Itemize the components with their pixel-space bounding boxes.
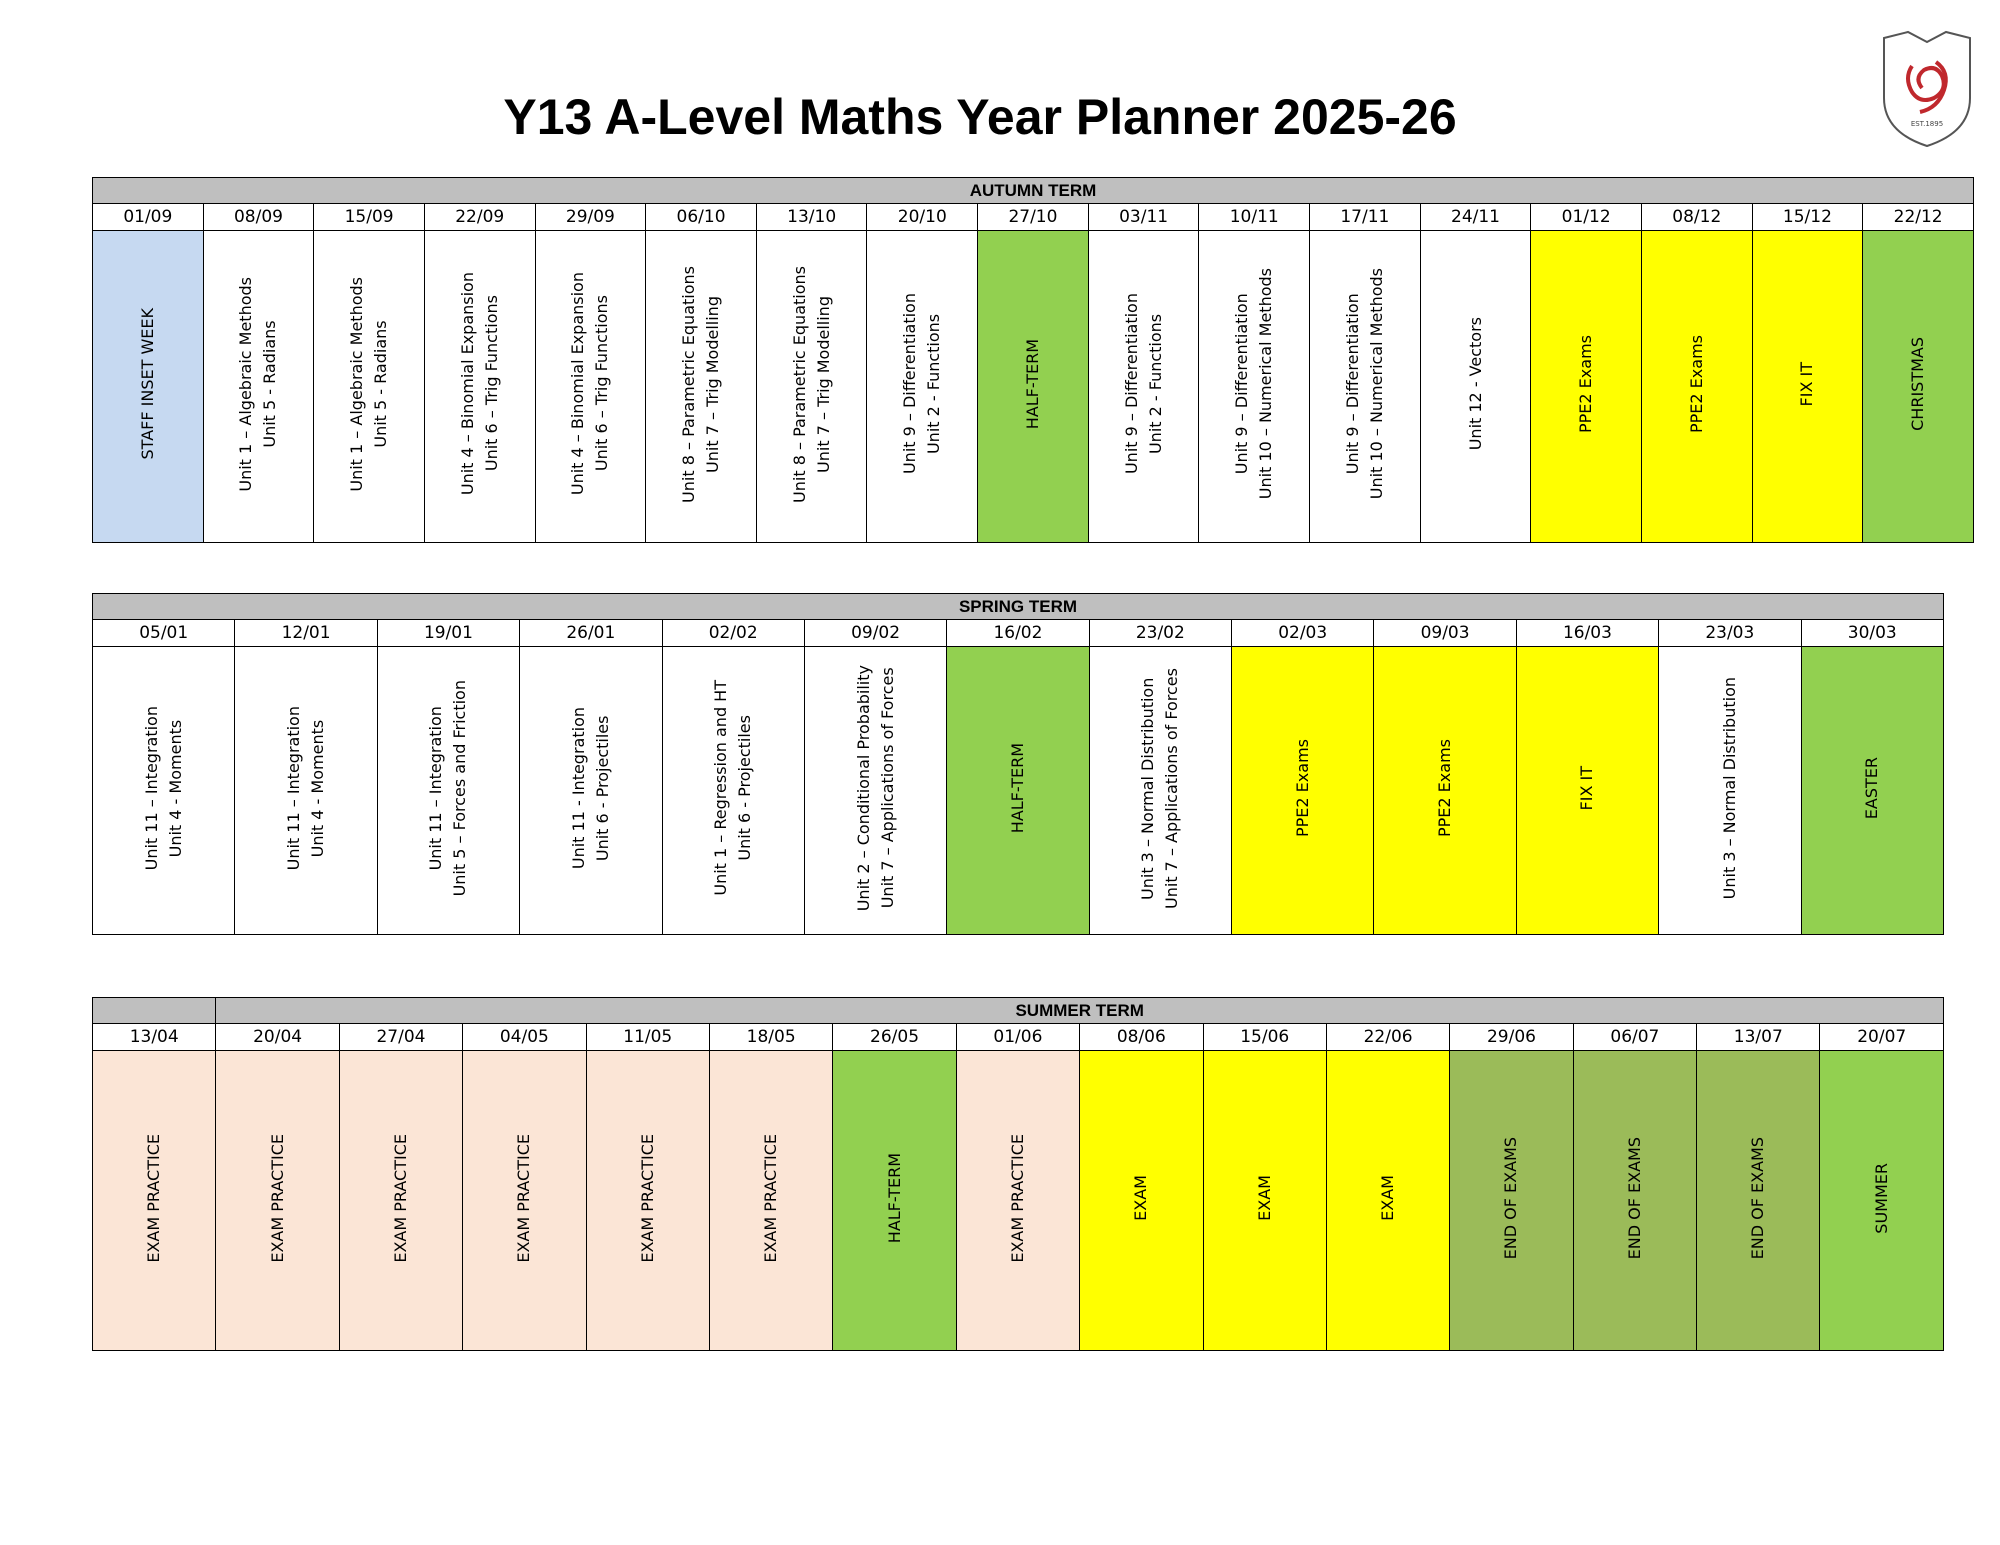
week-date: 15/09 [314, 204, 425, 231]
topic-line-1: SUMMER [1871, 1162, 1891, 1234]
week-topic [759, 1134, 783, 1263]
topic-line-1: Unit 4 – Binomial Expansion [457, 272, 477, 496]
week-topic [266, 1134, 290, 1263]
week-topic-cell [520, 647, 662, 935]
topic-line-1: Unit 11 - Integration [568, 706, 588, 870]
week-topic-cell [93, 1051, 216, 1351]
week-date: 29/06 [1450, 1024, 1573, 1051]
topic-line-1: END OF EXAMS [1748, 1136, 1768, 1260]
week-date: 13/04 [93, 1024, 216, 1051]
week-topic-cell [1450, 1051, 1573, 1351]
topic-line-2: Unit 2 - Functions [924, 313, 944, 455]
week-topic-cell [339, 1051, 462, 1351]
topic-line-1: EXAM PRACTICE [144, 1133, 164, 1263]
topic-line-2: Unit 6 - Projectiles [592, 715, 612, 861]
topic-line-1: Unit 3 – Normal Distribution [1719, 676, 1739, 900]
topic-line-1: EXAM PRACTICE [637, 1133, 657, 1263]
week-topic [456, 272, 504, 495]
week-topic-cell [1310, 231, 1421, 543]
week-date: 15/06 [1203, 1024, 1326, 1051]
topic-line-1: PPE2 Exams [1292, 739, 1312, 837]
week-topic-cell [1088, 231, 1199, 543]
term-header: SPRING TERM [93, 594, 1944, 620]
week-topic-cell [1531, 231, 1642, 543]
week-date: 05/01 [93, 620, 235, 647]
topic-line-1: EXAM PRACTICE [267, 1133, 287, 1263]
topic-line-1: Unit 3 – Normal Distribution [1138, 676, 1158, 900]
topic-line-1: Unit 1 – Regression and HT [711, 680, 731, 896]
week-topic-cell [1863, 231, 1974, 543]
week-topic [1906, 337, 1930, 431]
week-topic [424, 680, 472, 896]
topic-line-1: Unit 11 – Integration [141, 705, 161, 871]
week-topic-cell [216, 1051, 339, 1351]
topic-line-1: Unit 12 - Vectors [1465, 317, 1485, 451]
week-topic-cell [1203, 1051, 1326, 1351]
week-topic-cell [1199, 231, 1310, 543]
week-date: 23/03 [1659, 620, 1801, 647]
topic-line-2: Unit 7 – Applications of Forces [877, 667, 897, 909]
week-topic-cell [662, 647, 804, 935]
week-topic-cell [646, 231, 757, 543]
week-topic-cell [1516, 647, 1658, 935]
week-topic-cell [1641, 231, 1752, 543]
autumn-term-table [92, 177, 1974, 543]
week-topic-cell [424, 231, 535, 543]
week-topic-cell [93, 647, 235, 935]
week-date: 29/09 [535, 204, 646, 231]
week-topic-cell [1232, 647, 1374, 935]
crest-caption: EST.1895 [1910, 120, 1944, 128]
week-topic [788, 266, 836, 503]
week-date: 12/01 [235, 620, 377, 647]
week-topic-cell [1752, 231, 1863, 543]
week-topic-cell [978, 231, 1089, 543]
topic-line-1: EXAM PRACTICE [1007, 1133, 1027, 1263]
week-topic [142, 1134, 166, 1263]
topic-line-1: STAFF INSET WEEK [137, 308, 157, 460]
week-topic [566, 272, 614, 495]
topic-line-1: Unit 9 – Differentiation [1232, 293, 1252, 475]
week-date: 16/02 [947, 620, 1089, 647]
week-topic [1574, 335, 1598, 433]
topic-line-1: PPE2 Exams [1435, 739, 1455, 837]
school-crest-icon [1878, 28, 1976, 150]
week-date: 06/10 [646, 204, 757, 231]
week-topic-cell [1374, 647, 1516, 935]
week-topic-cell [535, 231, 646, 543]
week-topic-cell [93, 231, 204, 543]
week-topic [1575, 766, 1599, 810]
week-date: 15/12 [1752, 204, 1863, 231]
week-topic [1253, 1175, 1277, 1221]
topic-line-1: EXAM [1378, 1175, 1398, 1221]
week-date: 26/01 [520, 620, 662, 647]
week-date: 23/02 [1089, 620, 1231, 647]
week-topic [1870, 1163, 1894, 1234]
week-date: 01/09 [93, 204, 204, 231]
week-topic [709, 680, 757, 896]
week-date: 03/11 [1088, 204, 1199, 231]
week-topics-row [93, 1051, 1944, 1351]
topic-line-1: HALF-TERM [1007, 742, 1027, 834]
week-topic [1433, 739, 1457, 837]
week-date: 13/07 [1697, 1024, 1820, 1051]
week-topic [136, 308, 160, 459]
week-date: 20/10 [867, 204, 978, 231]
week-topic [1685, 335, 1709, 433]
week-topic [1341, 268, 1389, 499]
week-topic [234, 277, 282, 492]
week-topic-cell [1659, 647, 1801, 935]
topic-line-1: Unit 9 – Differentiation [900, 293, 920, 475]
week-topic-cell [1420, 231, 1531, 543]
week-topic-cell [956, 1051, 1079, 1351]
week-date: 20/07 [1820, 1024, 1944, 1051]
topic-line-1: END OF EXAMS [1501, 1136, 1521, 1260]
topic-line-1: END OF EXAMS [1624, 1136, 1644, 1260]
week-topic-cell [377, 647, 519, 935]
week-date: 02/02 [662, 620, 804, 647]
topic-line-2: Unit 7 – Trig Modelling [813, 295, 833, 473]
week-topic-cell [235, 647, 377, 935]
week-date: 22/06 [1326, 1024, 1449, 1051]
week-date: 22/09 [424, 204, 535, 231]
page-title: Y13 A-Level Maths Year Planner 2025-26 [503, 89, 1457, 145]
week-date: 08/12 [1641, 204, 1752, 231]
topic-line-2: Unit 6 - Projectiles [735, 715, 755, 861]
week-date: 18/05 [709, 1024, 832, 1051]
week-topic-cell [1089, 647, 1231, 935]
week-date: 10/11 [1199, 204, 1310, 231]
week-topic [389, 1134, 413, 1263]
topic-line-1: HALF-TERM [884, 1152, 904, 1244]
week-topic [1006, 1134, 1030, 1263]
week-date: 27/10 [978, 204, 1089, 231]
week-topic [1464, 317, 1488, 450]
week-topic-cell [756, 231, 867, 543]
topic-line-1: Unit 11 – Integration [426, 705, 446, 871]
topic-line-1: CHRISTMAS [1908, 337, 1928, 431]
week-topic-cell [1080, 1051, 1203, 1351]
topic-line-1: Unit 11 – Integration [284, 705, 304, 871]
week-topic-cell [1573, 1051, 1696, 1351]
topic-line-2: Unit 5 - Radians [371, 320, 391, 448]
week-topics-row [93, 231, 1974, 543]
week-topic-cell [867, 231, 978, 543]
summer-term-table [92, 997, 1944, 1351]
week-topic [852, 665, 900, 911]
week-topic-cell [1326, 1051, 1449, 1351]
topic-line-1: FIX IT [1797, 361, 1817, 407]
week-topic-cell [463, 1051, 586, 1351]
topic-line-1: EXAM [1254, 1175, 1274, 1221]
week-topic-cell [947, 647, 1089, 935]
topic-line-1: Unit 8 – Parametric Equations [679, 265, 699, 503]
week-date: 17/11 [1310, 204, 1421, 231]
week-topic [1230, 268, 1278, 499]
week-date: 08/06 [1080, 1024, 1203, 1051]
topic-line-1: EASTER [1862, 756, 1882, 820]
week-date: 08/09 [203, 204, 314, 231]
topic-line-1: EXAM PRACTICE [761, 1133, 781, 1263]
week-topic [1376, 1175, 1400, 1221]
week-topic [1746, 1137, 1770, 1259]
topic-line-2: Unit 5 - Radians [260, 320, 280, 448]
week-topic [636, 1134, 660, 1263]
week-topic [1129, 1175, 1153, 1221]
week-date: 11/05 [586, 1024, 709, 1051]
week-date: 16/03 [1516, 620, 1658, 647]
topic-line-2: Unit 10 – Numerical Methods [1366, 268, 1386, 500]
week-topic [1021, 339, 1045, 429]
topic-line-1: Unit 8 – Parametric Equations [789, 265, 809, 503]
topic-line-2: Unit 4 - Moments [165, 719, 185, 857]
week-topic [1718, 677, 1742, 899]
topic-line-1: EXAM [1131, 1175, 1151, 1221]
topic-line-1: Unit 2 – Conditional Probability [853, 664, 873, 912]
week-date: 26/05 [833, 1024, 956, 1051]
topic-line-2: Unit 7 – Trig Modelling [703, 295, 723, 473]
week-date: 19/01 [377, 620, 519, 647]
week-topic [1623, 1137, 1647, 1259]
week-topic-cell [1697, 1051, 1820, 1351]
week-topic-cell [203, 231, 314, 543]
term-header: SUMMER TERM [216, 998, 1944, 1024]
topic-line-2: Unit 6 – Trig Functions [481, 295, 501, 473]
topic-line-1: Unit 9 – Differentiation [1121, 293, 1141, 475]
week-topic-cell [586, 1051, 709, 1351]
topic-line-1: Unit 1 – Algebraic Methods [236, 276, 256, 492]
topic-line-1: EXAM PRACTICE [390, 1133, 410, 1263]
week-topic-cell [314, 231, 425, 543]
week-topic [345, 277, 393, 492]
week-topic [512, 1134, 536, 1263]
week-topic-cell [709, 1051, 832, 1351]
week-date: 27/04 [339, 1024, 462, 1051]
week-dates-row [93, 620, 1944, 647]
week-topic [1860, 757, 1884, 819]
topic-line-1: PPE2 Exams [1576, 335, 1596, 433]
week-topic-cell [833, 1051, 956, 1351]
topic-line-2: Unit 4 - Moments [308, 719, 328, 857]
topic-line-2: Unit 6 – Trig Functions [592, 295, 612, 473]
topic-line-1: Unit 4 – Binomial Expansion [568, 272, 588, 496]
week-topic [1291, 739, 1315, 837]
topic-line-2: Unit 10 – Numerical Methods [1256, 268, 1276, 500]
week-date: 01/06 [956, 1024, 1079, 1051]
week-dates-row [93, 204, 1974, 231]
week-topic [282, 706, 330, 870]
week-topic [140, 706, 188, 870]
week-dates-row [93, 1024, 1944, 1051]
topic-line-2: Unit 5 – Forces and Friction [450, 679, 470, 897]
week-date: 06/07 [1573, 1024, 1696, 1051]
week-topic [567, 707, 615, 869]
week-topic [1499, 1137, 1523, 1259]
week-date: 09/02 [804, 620, 946, 647]
topic-line-2: Unit 2 - Functions [1145, 313, 1165, 455]
week-date: 20/04 [216, 1024, 339, 1051]
week-topic [898, 293, 946, 474]
spring-term-table [92, 593, 1944, 935]
week-topic [883, 1153, 907, 1243]
week-topics-row [93, 647, 1944, 935]
week-topic-cell [804, 647, 946, 935]
week-topic [677, 266, 725, 503]
topic-line-1: Unit 1 – Algebraic Methods [347, 276, 367, 492]
week-date: 02/03 [1232, 620, 1374, 647]
term-header: AUTUMN TERM [93, 178, 1974, 204]
topic-line-1: PPE2 Exams [1686, 335, 1706, 433]
week-date: 24/11 [1420, 204, 1531, 231]
topic-line-1: Unit 9 – Differentiation [1342, 293, 1362, 475]
week-date: 13/10 [756, 204, 867, 231]
topic-line-1: EXAM PRACTICE [514, 1133, 534, 1263]
blank-header-cell [93, 998, 216, 1024]
topic-line-1: HALF-TERM [1022, 338, 1042, 430]
week-date: 09/03 [1374, 620, 1516, 647]
week-date: 01/12 [1531, 204, 1642, 231]
topic-line-1: FIX IT [1577, 765, 1597, 811]
week-date: 30/03 [1801, 620, 1944, 647]
week-topic [1136, 668, 1184, 909]
week-topic-cell [1820, 1051, 1944, 1351]
week-topic-cell [1801, 647, 1944, 935]
week-topic [1006, 743, 1030, 833]
topic-line-2: Unit 7 – Applications of Forces [1162, 667, 1182, 909]
week-topic [1120, 293, 1168, 474]
week-date: 04/05 [463, 1024, 586, 1051]
week-date: 22/12 [1863, 204, 1974, 231]
week-topic [1795, 362, 1819, 406]
